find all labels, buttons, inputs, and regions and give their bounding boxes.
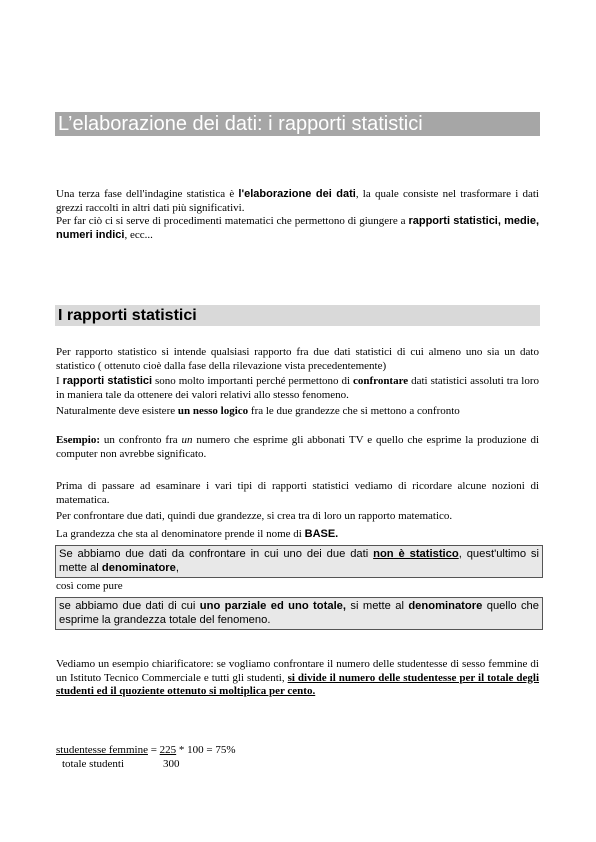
paragraph-base: La grandezza che sta al denominatore prende il nome di BASE. bbox=[56, 528, 339, 540]
paragraph-definizione: Per rapporto statistico si intende qualsiasi rapporto fra due dati statistici di cui almeno uno sia un dato statistico ( ottenuto cioè dalla fase della rilevazione vista precedentemente) bbox=[56, 346, 539, 372]
paragraph-cosi-come-pure: così come pure bbox=[56, 580, 123, 592]
paragraph-nozioni: Prima di passare ad esaminare i vari tipi di rapporti statistici vediamo di ricordare alcune nozioni di matematica. bbox=[56, 480, 539, 506]
paragraph-confronto: Per confrontare due dati, quindi due grandezze, si crea tra di loro un rapporto matematico. bbox=[56, 510, 453, 522]
highlight-box-non-statistico: Se abbiamo due dati da confrontare in cui uno dei due dati non è statistico, quest'ultimo si mette al denominatore, bbox=[55, 545, 543, 578]
formula-numerator-line: studentesse femmine = 225 * 100 = 75% bbox=[56, 744, 236, 756]
formula-denominator-line: totale studenti 300 bbox=[62, 758, 180, 770]
section-title-rapporti: I rapporti statistici bbox=[55, 305, 540, 326]
paragraph-nesso-logico: Naturalmente deve esistere un nesso logico fra le due grandezze che si mettono a confronto bbox=[56, 405, 460, 417]
paragraph-esempio: Esempio: un confronto fra un numero che esprime gli abbonati TV e quello che esprime la produzione di computer non avrebbe significato. bbox=[56, 434, 539, 460]
paragraph-esempio-chiarificatore: Vediamo un esempio chiarificatore: se vogliamo confrontare il numero delle studentesse di sesso femmine di un Istituto Tecnico Commerciale e tutti gli studenti, si divide il numero delle studentesse per il totale degli studenti ed il quoziente ottenuto si moltiplica per cento. bbox=[56, 658, 539, 697]
paragraph-procedimenti: Per far ciò ci si serve di procedimenti matematici che permettono di giungere a rapporti statistici, medie, numeri indici, ecc... bbox=[56, 215, 539, 241]
paragraph-intro: Una terza fase dell'indagine statistica è l'elaborazione dei dati, la quale consiste nel trasformare i dati grezzi raccolti in altri dati più significativi. bbox=[56, 188, 539, 214]
section-title-elaborazione: L’elaborazione dei dati: i rapporti statistici bbox=[55, 112, 540, 136]
paragraph-importanza: I rapporti statistici sono molto importanti perché permettono di confrontare dati statistici assoluti tra loro in maniera tale da ottenere dei valori relativi allo stesso fenomeno. bbox=[56, 375, 540, 401]
highlight-box-parziale-totale: se abbiamo due dati di cui uno parziale ed uno totale, si mette al denominatore quello che esprime la grandezza totale del fenomeno. bbox=[55, 597, 543, 630]
